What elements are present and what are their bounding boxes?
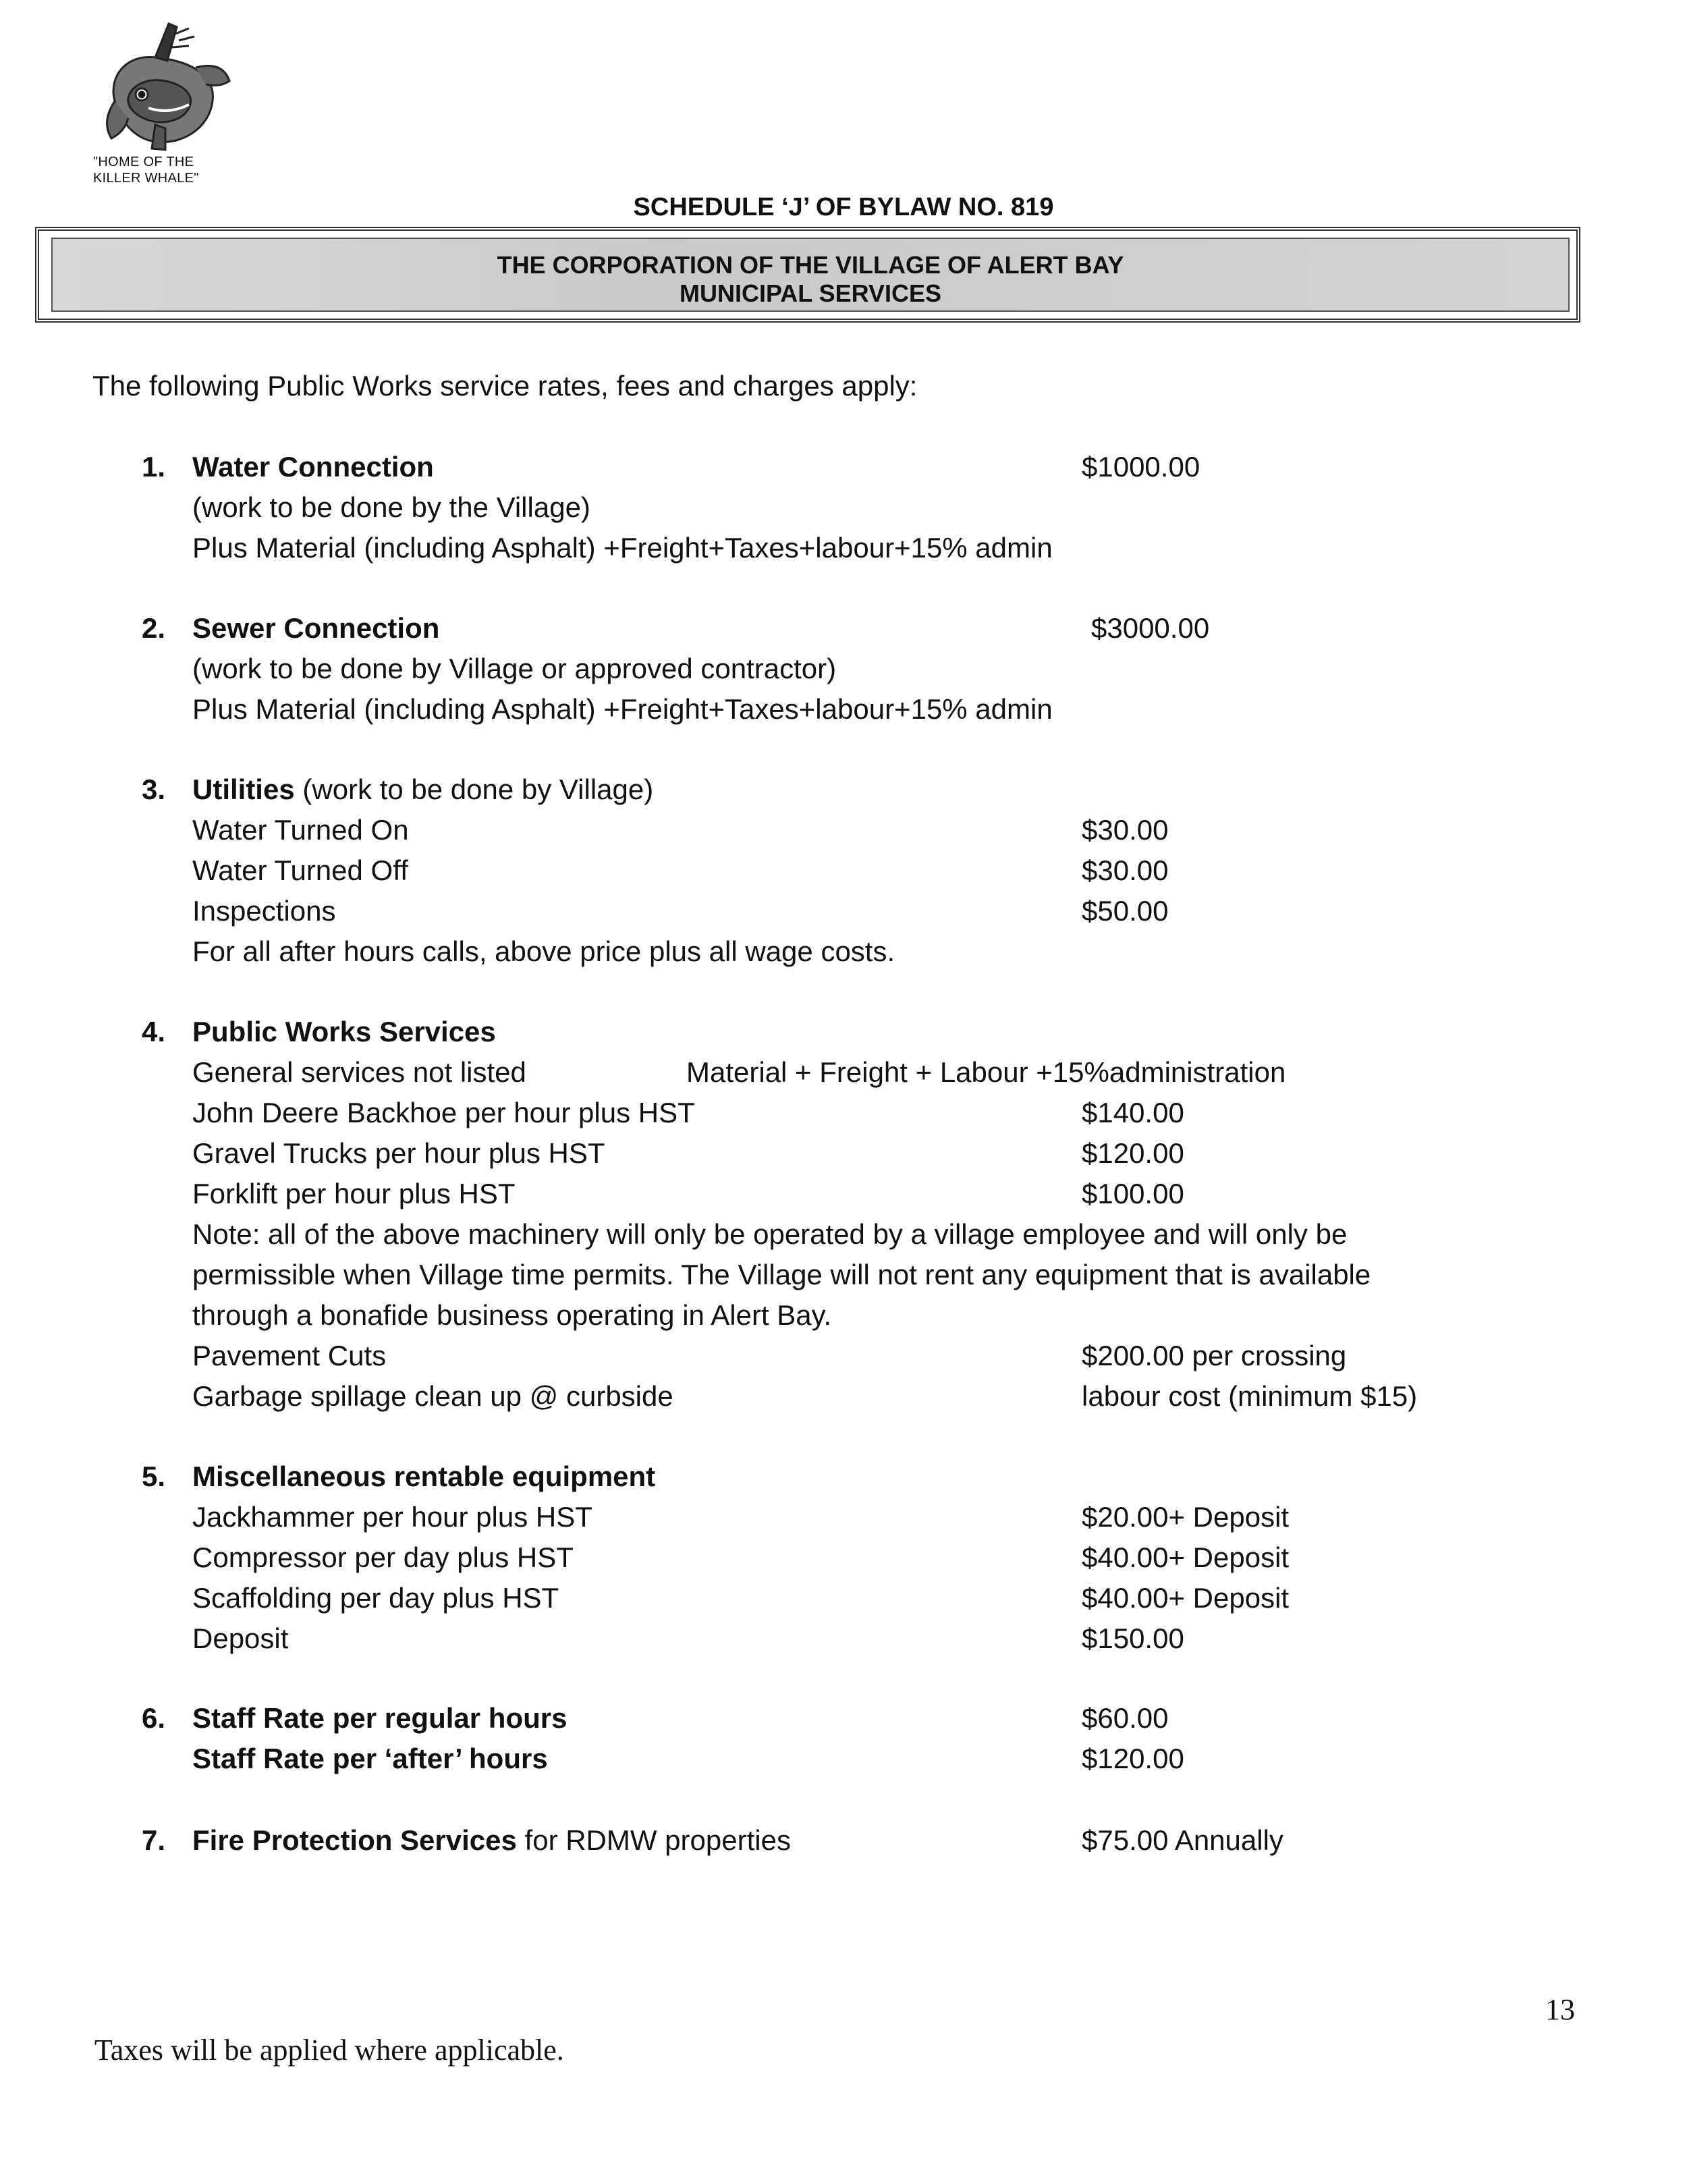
section-3-item-label: Water Turned Off bbox=[192, 854, 408, 886]
banner-corporation-title: THE CORPORATION OF THE VILLAGE OF ALERT BAY bbox=[497, 251, 1124, 279]
section-3-title-rest: (work to be done by Village) bbox=[294, 773, 654, 805]
section-2-number: 2. bbox=[142, 612, 166, 644]
section-4-item-price: $100.00 bbox=[1082, 1178, 1184, 1209]
section-5-item-price: $150.00 bbox=[1082, 1622, 1184, 1654]
section-4-general-label: General services not listed bbox=[192, 1056, 526, 1088]
section-4-title: Public Works Services bbox=[192, 1016, 496, 1047]
section-4-item-label: Pavement Cuts bbox=[192, 1340, 387, 1371]
section-7-heading bbox=[192, 1824, 791, 1857]
section-6-item-label: Staff Rate per regular hours bbox=[192, 1702, 568, 1734]
section-2-title: Sewer Connection bbox=[192, 612, 440, 644]
logo-caption-line1: "HOME OF THE bbox=[93, 155, 194, 169]
title-banner-fill bbox=[51, 238, 1570, 312]
section-7-title-rest: for RDMW properties bbox=[516, 1824, 791, 1856]
section-7-title: Fire Protection Services bbox=[192, 1824, 517, 1856]
section-7-price: $75.00 Annually bbox=[1082, 1824, 1283, 1856]
section-2-price: $3000.00 bbox=[1091, 612, 1210, 644]
section-5-title: Miscellaneous rentable equipment bbox=[192, 1460, 656, 1492]
logo-caption bbox=[93, 154, 199, 186]
section-3-title: Utilities bbox=[192, 773, 295, 805]
section-5-item-price: $40.00+ Deposit bbox=[1082, 1541, 1290, 1573]
schedule-title: SCHEDULE ‘J’ OF BYLAW NO. 819 bbox=[633, 193, 1054, 221]
section-3-item-label: Water Turned On bbox=[192, 814, 409, 846]
section-4-item-price: $120.00 bbox=[1082, 1137, 1184, 1169]
section-3-item-label: Inspections bbox=[192, 895, 336, 927]
section-6-item-price: $60.00 bbox=[1082, 1702, 1169, 1734]
village-logo bbox=[88, 20, 236, 155]
logo-caption-line2: KILLER WHALE" bbox=[93, 171, 199, 186]
section-4-general-value: Material + Freight + Labour +15%administration bbox=[686, 1056, 1286, 1088]
section-2-line1: (work to be done by Village or approved contractor) bbox=[192, 653, 837, 684]
section-4-item-price: $200.00 per crossing bbox=[1082, 1340, 1347, 1371]
section-6-number: 6. bbox=[142, 1702, 166, 1734]
section-1-price: $1000.00 bbox=[1082, 451, 1200, 483]
section-3-number: 3. bbox=[142, 773, 166, 805]
section-3-heading bbox=[192, 773, 653, 806]
intro-text: The following Public Works service rates, fees and charges apply: bbox=[92, 370, 918, 402]
section-4-number: 4. bbox=[142, 1016, 166, 1047]
section-3-item-price: $30.00 bbox=[1082, 814, 1169, 846]
section-4-note-line2: permissible when Village time permits. The Village will not rent any equipment that is available bbox=[192, 1259, 1371, 1290]
section-5-number: 5. bbox=[142, 1460, 166, 1492]
section-1-line2: Plus Material (including Asphalt) +Freight+Taxes+labour+15% admin bbox=[192, 532, 1053, 564]
section-2-line2: Plus Material (including Asphalt) +Freight+Taxes+labour+15% admin bbox=[192, 693, 1053, 725]
section-3-item-price: $50.00 bbox=[1082, 895, 1169, 927]
section-5-item-price: $40.00+ Deposit bbox=[1082, 1582, 1290, 1614]
section-5-item-label: Deposit bbox=[192, 1622, 289, 1654]
banner-municipal-services: MUNICIPAL SERVICES bbox=[679, 279, 942, 307]
section-4-note-line3: through a bonafide business operating in Alert Bay. bbox=[192, 1299, 832, 1331]
section-4-item-label: John Deere Backhoe per hour plus HST bbox=[192, 1097, 695, 1128]
section-5-item-label: Jackhammer per hour plus HST bbox=[192, 1501, 592, 1533]
taxes-note: Taxes will be applied where applicable. bbox=[94, 2033, 564, 2067]
page-number: 13 bbox=[1545, 1993, 1575, 2026]
section-4-item-price: labour cost (minimum $15) bbox=[1082, 1380, 1418, 1412]
title-banner bbox=[35, 227, 1580, 323]
section-4-item-price: $140.00 bbox=[1082, 1097, 1184, 1128]
section-5-item-price: $20.00+ Deposit bbox=[1082, 1501, 1290, 1533]
section-7-number: 7. bbox=[142, 1824, 166, 1856]
section-4-note-line1: Note: all of the above machinery will only be operated by a village employee and will only be bbox=[192, 1218, 1348, 1250]
section-5-item-label: Compressor per day plus HST bbox=[192, 1541, 574, 1573]
section-1-line1: (work to be done by the Village) bbox=[192, 491, 590, 523]
section-3-item-price: $30.00 bbox=[1082, 854, 1169, 886]
section-6-item-price: $120.00 bbox=[1082, 1743, 1184, 1774]
section-5-item-label: Scaffolding per day plus HST bbox=[192, 1582, 559, 1614]
section-4-item-label: Garbage spillage clean up @ curbside bbox=[192, 1380, 673, 1412]
section-4-item-label: Gravel Trucks per hour plus HST bbox=[192, 1137, 605, 1169]
section-1-number: 1. bbox=[142, 451, 166, 483]
section-1-title: Water Connection bbox=[192, 451, 434, 483]
killer-whale-logo-icon bbox=[88, 20, 236, 155]
section-4-item-label: Forklift per hour plus HST bbox=[192, 1178, 516, 1209]
section-6-item-label: Staff Rate per ‘after’ hours bbox=[192, 1743, 548, 1774]
section-3-note: For all after hours calls, above price plus all wage costs. bbox=[192, 935, 895, 967]
